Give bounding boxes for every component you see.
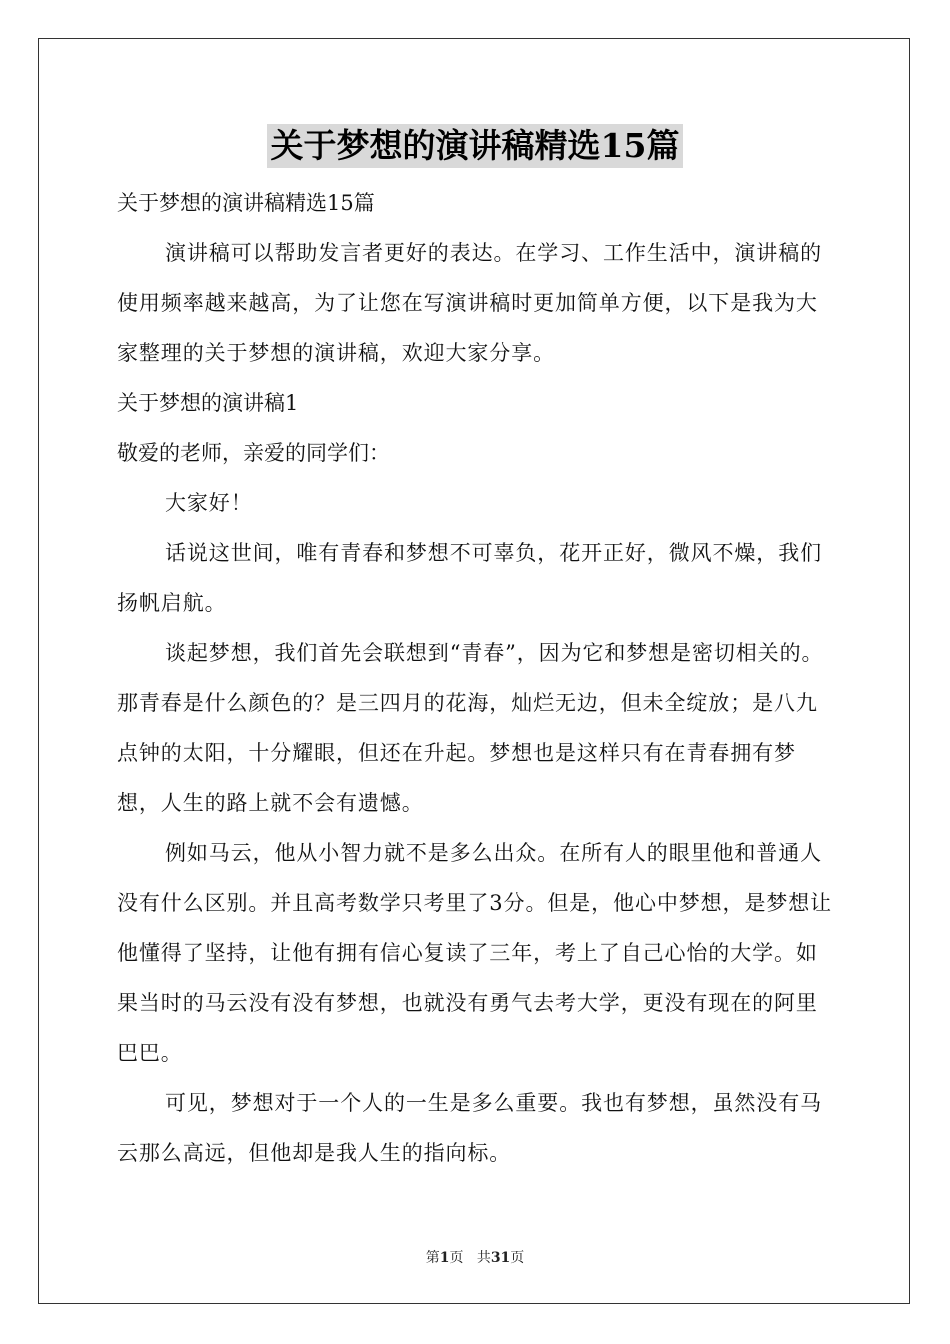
page-prefix: 第 (425, 1250, 440, 1266)
section-heading: 关于梦想的演讲稿1 (117, 391, 299, 415)
total-suffix: 页 (510, 1250, 525, 1266)
total-pages: 31 (490, 1250, 511, 1266)
body-paragraph: 可见，梦想对于一个人的一生是多么重要。我也有梦想，虽然没有马云那么高远，但他却是我人生的指向标。 (117, 1091, 822, 1165)
salutation: 敬爱的老师，亲爱的同学们： (117, 441, 390, 465)
page-number: 1 (439, 1250, 450, 1266)
document-body (117, 178, 837, 1178)
page-suffix: 页 (449, 1250, 464, 1266)
document-title: 关于梦想的演讲稿精选15篇 (267, 124, 684, 168)
intro-paragraph: 演讲稿可以帮助发言者更好的表达。在学习、工作生活中，演讲稿的使用频率越来越高，为了让您在写演讲稿时更加简单方便，以下是我为大家整理的关于梦想的演讲稿，欢迎大家分享。 (117, 241, 822, 365)
body-paragraph: 例如马云，他从小智力就不是多么出众。在所有人的眼里他和普通人没有什么区别。并且高考数学只考里了3分。但是，他心中梦想，是梦想让他懂得了坚持，让他有拥有信心复读了三年，考上了自己心怡的大学。如果当时的马云没有没有梦想，也就没有勇气去考大学，更没有现在的阿里巴巴。 (117, 841, 833, 1065)
page-footer (0, 1247, 950, 1267)
document-subtitle: 关于梦想的演讲稿精选15篇 (117, 191, 375, 215)
body-paragraph: 话说这世间，唯有青春和梦想不可辜负，花开正好，微风不燥，我们扬帆启航。 (117, 541, 822, 615)
body-paragraph: 谈起梦想，我们首先会联想到“青春”，因为它和梦想是密切相关的。那青春是什么颜色的？是三四月的花海，灿烂无边，但未全绽放；是八九点钟的太阳，十分耀眼，但还在升起。梦想也是这样只有在青春拥有梦想，人生的路上就不会有遗憾。 (117, 641, 824, 815)
title-container (0, 124, 950, 168)
greeting: 大家好！ (165, 491, 253, 515)
total-prefix: 共 (476, 1250, 491, 1266)
